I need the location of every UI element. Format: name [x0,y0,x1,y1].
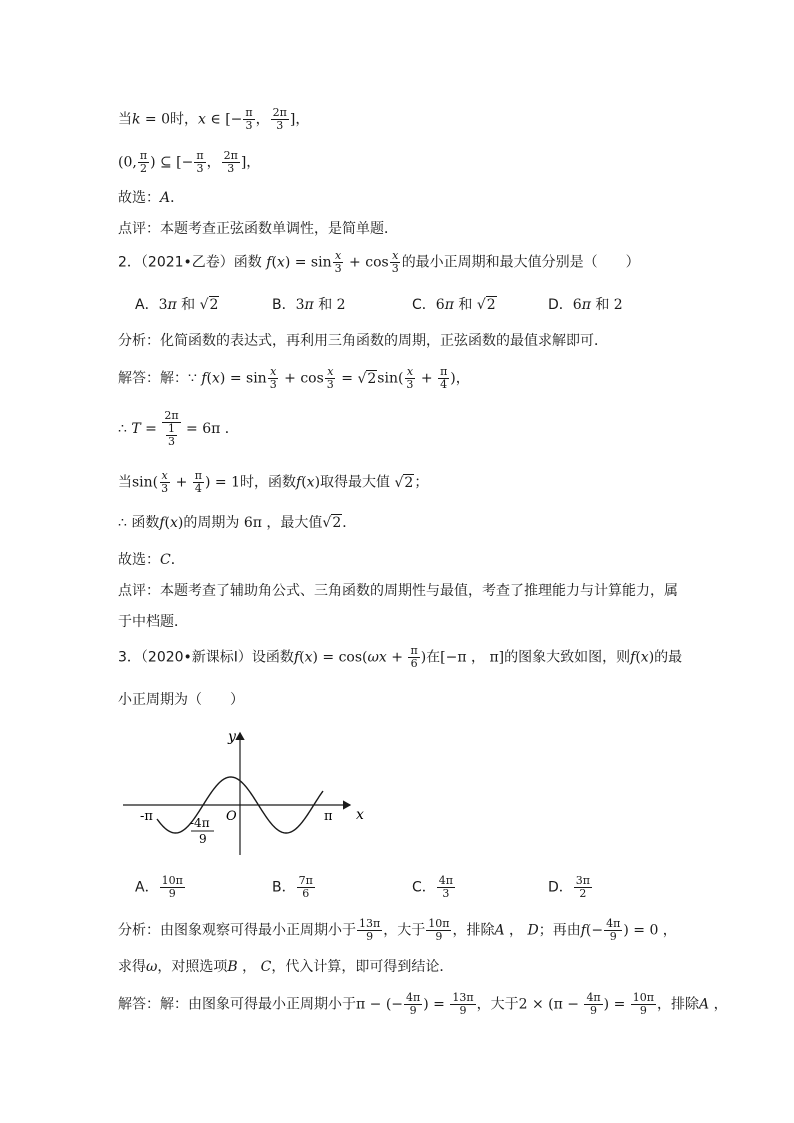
analysis-3b: 求得ω，对照选项B ， C，代入计算，即可得到结论． [118,959,454,975]
q2-option-d: D．6π 和 2 [548,297,623,313]
pi-label: π [324,809,333,824]
q3-option-d: D． $\frac{3\pi}{2}$ [548,874,591,900]
question-3: 3．（2020•新课标Ⅰ）设函数f(x) = cos(ωx + $\frac{\pi}{6}$ )在[−π ， π]的图象大致如图，则f(x)的最 [118,644,683,670]
q2-option-b: B．3π 和 2 [272,297,346,313]
analysis-3a: 分析：由图象观察可得最小正周期小于 $\frac{13\pi}{9}$ ，大于 $\frac{10\pi}{9}$ ，排除A ， D；再由f(− $\frac{4\pi}{9}$ ) = 0 ， [118,917,677,943]
x-label: x [356,807,364,823]
period-formula: ∴ T = $\frac{2\pi}{\frac{1}{3}}$ = 6π ． [118,409,239,448]
question-3-cont: 小正周期为（ ） [118,692,244,708]
q3-option-c: C． $\frac{4\pi}{3}$ [412,874,454,900]
comment-2b: 于中档题． [118,614,188,630]
tick-numerator: -4π [190,816,210,830]
line-comment-1: 点评：本题考查正弦函数单调性，是简单题． [118,221,398,237]
origin-label: O [226,809,237,824]
q2-option-c: C．6π 和 √2 [412,297,496,313]
line-answer-c: 故选：C． [118,552,185,568]
y-label: y [228,729,236,745]
conclusion-2: ∴ 函数f(x)的周期为 6π ，最大值√2． [118,515,357,531]
solution-2: 解答：解：∵ f(x) = sin $\frac{x}{3}$ + cos $\frac{x}{3}$ = √2sin( $\frac{x}{3}$ + $\frac{\pi}{4}$ )， [118,365,470,391]
tick-denominator: 9 [199,832,207,846]
question-2: 2．（2021•乙卷）函数 f(x) = sin $\frac{x}{3}$ + cos $\frac{x}{3}$ 的最小正周期和最大值分别是（ ） [118,249,640,275]
q2-option-a: A．3π 和 √2 [135,297,219,313]
neg-pi-label: -π [140,809,153,824]
line-subset: (0, $\frac{\pi}{2}$ ) ⊆ [− $\frac{\pi}{3}$ ， $\frac{2\pi}{3}$ ]， [118,149,261,175]
q3-option-b: B． $\frac{7\pi}{6}$ [272,874,313,900]
max-condition: 当sin( $\frac{x}{3}$ + $\frac{\pi}{4}$ ) = 1时，函数f(x)取得最大值 √2； [118,469,429,495]
q3-option-a: A． $\frac{10\pi}{9}$ [135,874,183,900]
line-answer-a: 故选：A． [118,190,185,206]
line-k-zero: 当k = 0时，x ∈ [− $\frac{\pi}{3}$ ， $\frac{2\pi}{3}$ ]， [118,106,310,132]
cosine-graph [118,725,378,860]
solution-3: 解答：解：由图象可得最小正周期小于π − (− $\frac{4\pi}{9}$ ) = $\frac{13\pi}{9}$ ，大于2 × (π − $\frac{4\pi}{9}$ ) = $\frac{10\pi}{9}$ ，排除A ， [118,991,728,1017]
comment-2a: 点评：本题考查了辅助角公式、三角函数的周期性与最值，考查了推理能力与计算能力，属 [118,583,678,599]
analysis-2: 分析：化简函数的表达式，再利用三角函数的周期，正弦函数的最值求解即可． [118,333,608,349]
